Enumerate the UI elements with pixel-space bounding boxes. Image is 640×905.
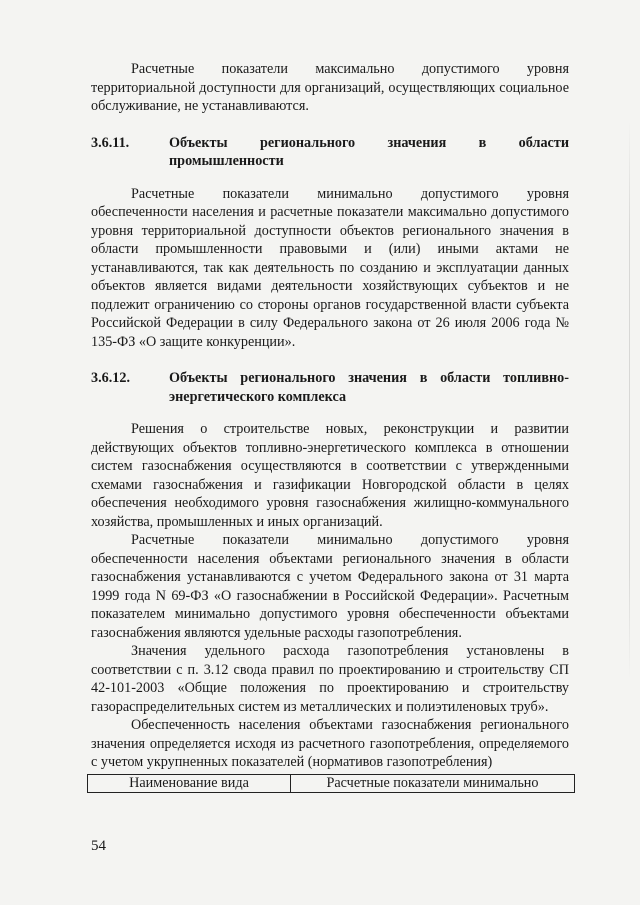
- section-heading-3-6-12: [91, 369, 569, 406]
- paragraph-social-services: Расчетные показатели максимально допустимого уровня территориальной доступности для организаций, осуществляющих социальное обслуживание, не устанавливаются.: [91, 61, 569, 114]
- page-number: 54: [91, 838, 106, 854]
- page-content: [91, 60, 569, 793]
- section-number: 3.6.11.: [91, 134, 130, 151]
- paragraph-gas-indicators: Расчетные показатели минимально допустимого уровня обеспеченности населения объектами регионального значения в области газоснабжения устанавливаются с учетом Федерального закона от 31 марта 1999 года N 69-ФЗ «О газоснабжении в Российской Федерации». Расчетным показателем минимально допустимого уровня обеспеченности объектами газоснабжения являются удельные расходы газопотребления.: [91, 532, 569, 641]
- table-header-cell: Наименование вида: [88, 774, 291, 792]
- paragraph-gas-provision: Обеспеченность населения объектами газоснабжения регионального значения определяется исходя из расчетного газопотребления, определяемого с учетом укрупненных показателей (нормативов газопотребления): [91, 717, 569, 770]
- section-title: Объекты регионального значения в области топливно-энергетического комплекса: [169, 370, 569, 405]
- scan-edge-shadow: [629, 120, 630, 680]
- paragraph-industry: Расчетные показатели минимально допустимого уровня обеспеченности населения и расчетные показатели максимально допустимого уровня территориальной доступности объектов регионального значения в области промышленности правовыми и (или) иными актами не устанавливаются, так как деятельность по созданию и эксплуатации данных объектов является видами деятельности хозяйствующих субъектов и не подлежит ограничению со стороны органов государственной власти субъекта Российской Федерации в силу Федерального закона от 26 июля 2006 года № 135-ФЗ «О защите конкуренции».: [91, 185, 569, 350]
- section-heading-3-6-11: [91, 134, 569, 171]
- table-header-row: [88, 774, 575, 792]
- paragraph-gas-consumption: Значения удельного расхода газопотребления установлены в соответствии с п. 3.12 свода правил по проектированию и строительству СП 42-101-2003 «Общие положения по проектированию и строительству газораспределительных систем из металлических и полиэтиленовых труб».: [91, 643, 569, 715]
- section-number: 3.6.12.: [91, 370, 131, 386]
- paragraph-gas-decisions: Решения о строительстве новых, реконструкции и развитии действующих объектов топливно-энергетического комплекса в отношении систем газоснабжения осуществляются в соответствии с утвержденными схемами газоснабжения и газификации Новгородской области в целях обеспечения необходимого уровня газоснабжения жилищно-коммунального хозяйства, промышленных и иных организаций.: [91, 421, 569, 530]
- section-title: Объекты регионального значения в области промышленности: [169, 134, 569, 169]
- norms-table: [87, 774, 575, 793]
- table-header-cell: Расчетные показатели минимально: [291, 774, 575, 792]
